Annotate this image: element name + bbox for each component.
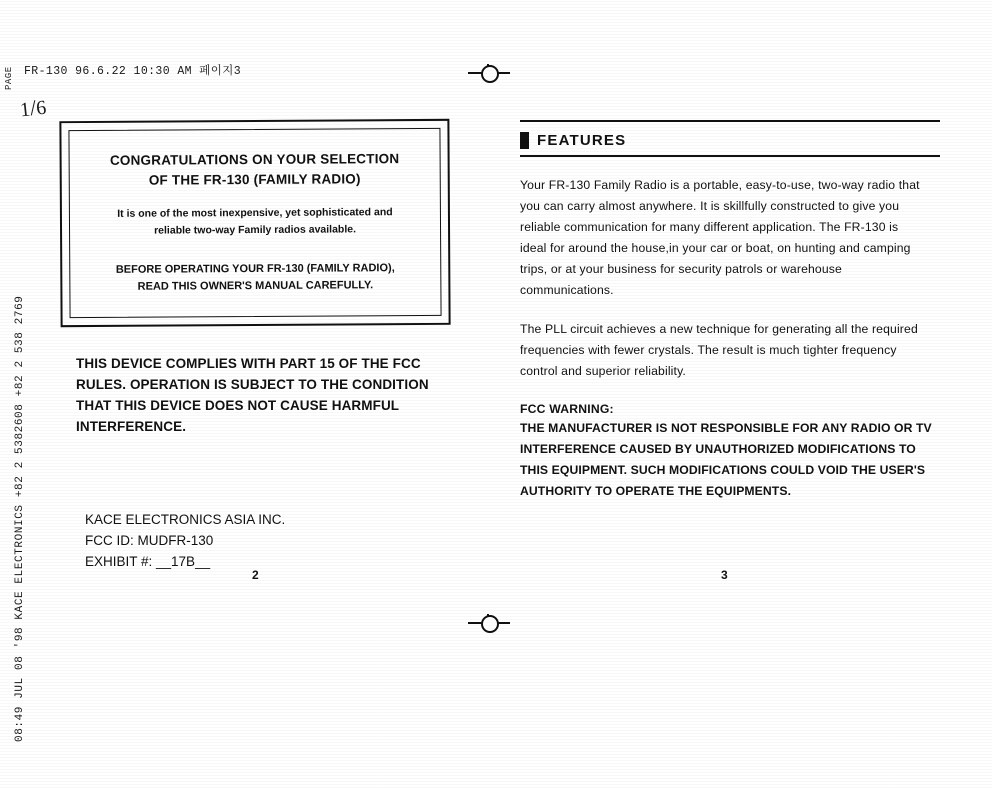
left-page (60, 120, 450, 438)
fcc-compliance-line4: INTERFERENCE. (76, 418, 187, 434)
exhibit-company-name: KACE ELECTRONICS ASIA INC. (85, 512, 286, 527)
congratulations-title-line2: OF THE FR-130 (FAMILY RADIO) (148, 170, 361, 188)
registration-mark-top-icon (468, 62, 510, 84)
registration-mark-bottom-icon (468, 612, 510, 634)
exhibit-fcc-id: FCC ID: MUDFR-130 (85, 532, 214, 548)
exhibit-number: EXHIBIT #: __17B__ (85, 553, 211, 569)
features-paragraph-2: The PLL circuit achieves a new technique for generating all the required frequencies with fewer crystals. The result is much tighter frequency control and superior reliability. (520, 321, 918, 378)
fax-document-header: FR-130 96.6.22 10:30 AM 페이지3 (24, 65, 242, 78)
congratulations-subtext-line1: It is one of the most inexpensive, yet sophisticated and (117, 206, 393, 220)
features-heading (520, 132, 940, 149)
congratulations-notice-line1: BEFORE OPERATING YOUR FR-130 (FAMILY RADIO), (115, 261, 395, 276)
congratulations-box-inner (68, 128, 441, 318)
fcc-compliance-line3: THAT THIS DEVICE DOES NOT CAUSE HARMFUL (76, 397, 400, 413)
congratulations-subtext-line2: reliable two-way Family radios available. (154, 223, 357, 237)
fax-page-label: PAGE (4, 66, 14, 90)
page-number-left: 2 (252, 568, 259, 582)
fax-page-fraction-slash: / (28, 94, 38, 121)
congratulations-notice-line2: READ THIS OWNER'S MANUAL CAREFULLY. (137, 279, 374, 294)
congratulations-title-line1: CONGRATULATIONS ON YOUR SELECTION (109, 151, 400, 168)
page-number-right: 3 (721, 568, 728, 582)
right-page (520, 120, 940, 502)
fcc-compliance-statement (76, 354, 436, 438)
fax-transmission-header: 08:49 JUL 08 '98 KACE ELECTRONICS +82 2 5382608 +82 2 538 2769 (14, 295, 26, 742)
congratulations-box (59, 119, 450, 327)
congratulations-subtext (84, 204, 426, 240)
features-heading-label: FEATURES (537, 132, 627, 149)
features-paragraph-1: Your FR-130 Family Radio is a portable, easy-to-use, two-way radio that you can carry almost anywhere. It is skillfully constructed to give you reliable communication for many different application. The FR-130 is ideal for around the house,in your car or boat, on hunting and camping trips, or at your business for security patrols or warehouse communications. (520, 178, 920, 297)
fcc-warning-label: FCC WARNING: (520, 401, 614, 416)
fax-page-fraction (19, 94, 48, 123)
features-rule-top (520, 120, 940, 122)
square-bullet-icon (520, 132, 529, 149)
fax-page-fraction-bottom: 6 (35, 96, 48, 120)
fcc-compliance-line1: THIS DEVICE COMPLIES WITH PART 15 OF THE FCC (76, 355, 421, 371)
exhibit-stamp (85, 510, 285, 573)
features-rule-bottom (520, 155, 940, 157)
fax-page-fraction-top: 1 (19, 98, 32, 122)
fcc-compliance-line2: RULES. OPERATION IS SUBJECT TO THE CONDITION (76, 376, 429, 392)
fcc-warning-body: THE MANUFACTURER IS NOT RESPONSIBLE FOR ANY RADIO OR TV INTERFERENCE CAUSED BY UNAUTHORIZED MODIFICATIONS TO THIS EQUIPMENT. SUCH MODIFICATIONS COULD VOID THE USER'S AUTHORITY TO OPERATE THE EQUIPMENTS. (520, 420, 932, 498)
congratulations-notice (84, 260, 426, 297)
congratulations-title (84, 149, 426, 190)
